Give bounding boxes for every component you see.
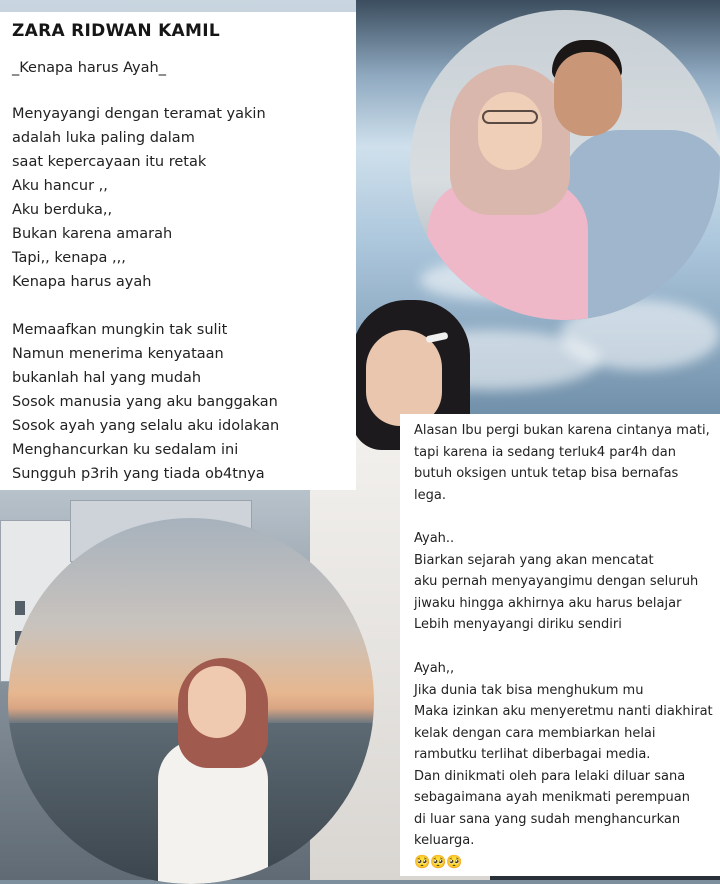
message-line: kelak dengan cara membiarkan helai (414, 725, 656, 741)
message-line: Alasan Ibu pergi bukan karena cintanya mati, (414, 423, 710, 438)
message-line: Lebih menyayangi diriku sendiri (414, 617, 622, 632)
poem-line: Tapi,, kenapa ,,, (12, 250, 126, 266)
poem-line: Kenapa harus ayah (12, 274, 152, 290)
poem-line: Sungguh p3rih yang tiada ob4tnya (12, 466, 265, 482)
couple-photo (410, 10, 720, 320)
sunset-photo (8, 518, 374, 884)
message-line: Dan dinikmati oleh para lelaki diluar sana (414, 768, 686, 784)
message-paragraph (414, 528, 698, 636)
message-paragraph (414, 658, 713, 873)
message-line: Biarkan sejarah yang akan mencatat (414, 552, 654, 568)
poem-line: adalah luka paling dalam (12, 130, 195, 146)
message-paragraph (414, 420, 710, 506)
poem-line: Menghancurkan ku sedalam ini (12, 442, 239, 458)
poem-line: Sosok ayah yang selalu aku idolakan (12, 418, 280, 434)
message-line: Jika dunia tak bisa menghukum mu (414, 682, 644, 698)
message-line: keluarga. (414, 833, 475, 848)
poem-line: saat kepercayaan itu retak (12, 154, 207, 170)
poem-line: Aku berduka,, (12, 202, 113, 218)
message-line: butuh oksigen untuk tetap bisa bernafas (414, 466, 679, 481)
poem-stanza (12, 102, 266, 294)
poem-line: bukanlah hal yang mudah (12, 370, 202, 386)
message-line: Maka izinkan aku menyeretmu nanti diakhirat (414, 704, 713, 719)
message-panel (400, 414, 720, 876)
poem-line: Aku hancur ,, (12, 178, 108, 194)
message-line: Ayah.. (414, 531, 455, 546)
poem-title: ZARA RIDWAN KAMIL (12, 21, 220, 41)
poem-line: Sosok manusia yang aku banggakan (12, 394, 278, 410)
poem-panel (0, 12, 356, 490)
poem-line: Memaafkan mungkin tak sulit (12, 322, 228, 338)
glasses (482, 110, 538, 124)
message-line: Ayah,, (414, 661, 455, 676)
poem-subtitle: _Kenapa harus Ayah_ (12, 60, 166, 76)
message-line: lega. (414, 487, 446, 503)
message-line: aku pernah menyayangimu dengan seluruh (414, 574, 699, 589)
poem-line: Namun menerima kenyataan (12, 346, 224, 362)
message-line: sebagaimana ayah menikmati perempuan (414, 790, 690, 805)
message-line: rambutku terlihat diberbagai media. (414, 747, 651, 762)
message-line: di luar sana yang sudah menghancurkan (414, 811, 681, 827)
poem-line: Menyayangi dengan teramat yakin (12, 106, 266, 122)
message-line: tapi karena ia sedang terluk4 par4h dan (414, 444, 676, 460)
poem-stanza (12, 318, 279, 486)
poem-line: Bukan karena amarah (12, 226, 173, 242)
message-line: jiwaku hingga akhirnya aku harus belajar (414, 595, 682, 611)
pleading-face-emojis: 🥺🥺🥺 (414, 854, 463, 870)
